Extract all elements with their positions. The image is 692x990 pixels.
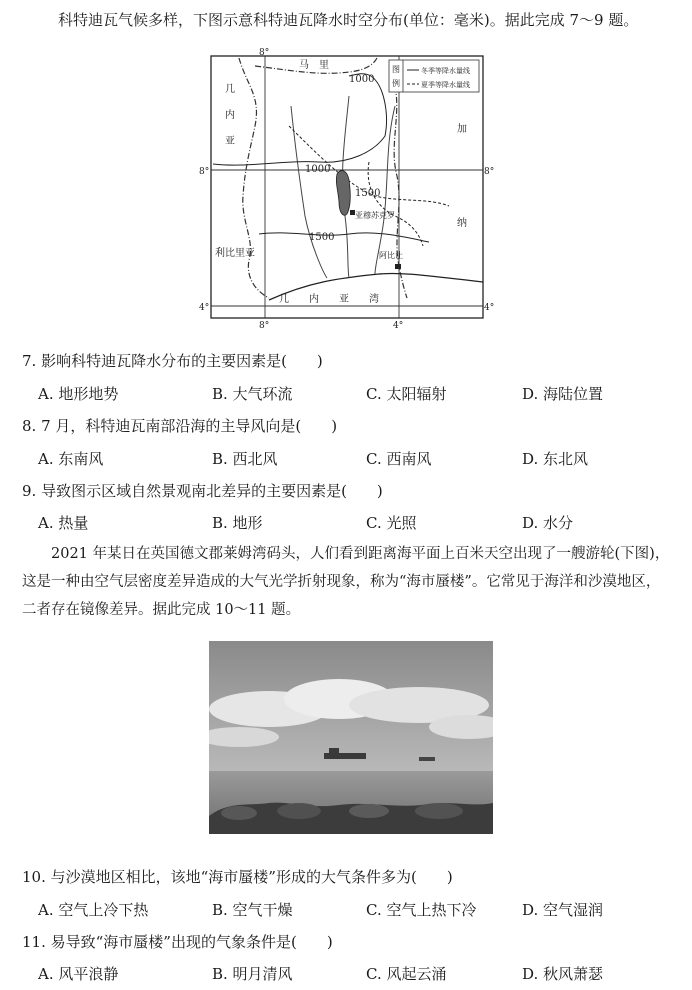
- q11-option-b[interactable]: B. 明月清风: [212, 965, 293, 983]
- map-city-yamoussoukro: 亚穆苏克罗: [355, 211, 395, 220]
- isoline-label-d: 1500: [309, 232, 335, 243]
- legend-summer: 夏季等降水量线: [421, 81, 470, 89]
- q9-option-c[interactable]: C. 光照: [366, 514, 417, 532]
- q10-option-c[interactable]: C. 空气上热下冷: [366, 901, 477, 919]
- q9-option-b[interactable]: B. 地形: [212, 514, 263, 532]
- intro-text-1: 科特迪瓦气候多样，下图示意科特迪瓦降水时空分布(单位：毫米)。据此完成 7～9 题。: [58, 11, 639, 29]
- map-label-mali: 马 里: [299, 60, 329, 71]
- legend-title-1: 图: [392, 65, 400, 74]
- q8-option-a[interactable]: A. 东南风: [38, 450, 104, 468]
- lon-bottom-8w: 8°: [259, 321, 270, 330]
- q7-option-d[interactable]: D. 海陆位置: [522, 385, 604, 403]
- legend-title-2: 例: [392, 79, 400, 88]
- lat-right-8n: 8°: [484, 167, 495, 177]
- q10-option-a[interactable]: A. 空气上冷下热: [38, 901, 149, 919]
- q11-option-d[interactable]: D. 秋风萧瑟: [522, 965, 604, 983]
- isoline-label-b: 1000: [305, 164, 331, 175]
- map-label-gulf: 几 内 亚 湾: [279, 294, 379, 305]
- q10-option-b[interactable]: B. 空气干燥: [212, 901, 293, 919]
- q11-option-a[interactable]: A. 风平浪静: [38, 965, 119, 983]
- precipitation-map: [199, 46, 496, 330]
- lat-left-4n: 4°: [199, 303, 210, 313]
- q11-option-c[interactable]: C. 风起云涌: [366, 965, 447, 983]
- map-city-abidjan: 阿比让: [379, 251, 403, 260]
- q7-stem: 7. 影响科特迪瓦降水分布的主要因素是( ): [22, 352, 323, 370]
- lat-top-8w: 8°: [259, 48, 270, 58]
- q7-option-b[interactable]: B. 大气环流: [212, 385, 293, 403]
- q9-stem: 9. 导致图示区域自然景观南北差异的主要因素是( ): [22, 482, 383, 500]
- lat-left-8n: 8°: [199, 167, 210, 177]
- q7-option-a[interactable]: A. 地形地势: [38, 385, 119, 403]
- map-label-ghana-1: 加: [457, 124, 467, 135]
- lat-right-4n: 4°: [484, 303, 495, 313]
- mirage-photo: [209, 641, 493, 834]
- isoline-label-c: 1500: [355, 188, 381, 199]
- q8-option-c[interactable]: C. 西南风: [366, 450, 432, 468]
- q7-option-c[interactable]: C. 太阳辐射: [366, 385, 447, 403]
- intro-text-2: 2021 年某日在英国德文郡莱姆湾码头，人们看到距离海平面上百米天空出现了一艘游轮(下图)，这是一种由空气层密度差异造成的大气光学折射现象，称为“海市蜃楼”。它常见于海洋和沙漠地区，二者存在镜像差异。据此完成 10～11 题。: [22, 546, 670, 618]
- q10-stem: 10. 与沙漠地区相比，该地“海市蜃楼”形成的大气条件多为( ): [22, 868, 453, 886]
- map-label-guinea-3: 亚: [225, 136, 235, 147]
- map-label-guinea-1: 几: [225, 84, 235, 95]
- q8-stem: 8. 7 月，科特迪瓦南部沿海的主导风向是( ): [22, 417, 338, 435]
- isoline-label-a: 1000: [349, 74, 375, 85]
- q9-option-d[interactable]: D. 水分: [522, 514, 574, 532]
- q10-option-d[interactable]: D. 空气湿润: [522, 901, 604, 919]
- map-label-ghana-2: 纳: [457, 218, 467, 229]
- lon-bottom-4w: 4°: [393, 321, 404, 330]
- q11-stem: 11. 易导致“海市蜃楼”出现的气象条件是( ): [22, 933, 333, 951]
- legend-winter: 冬季等降水量线: [421, 67, 470, 75]
- q9-option-a[interactable]: A. 热量: [38, 514, 89, 532]
- q8-option-d[interactable]: D. 东北风: [522, 450, 589, 468]
- map-label-liberia: 利比里亚: [215, 248, 255, 259]
- q8-option-b[interactable]: B. 西北风: [212, 450, 278, 468]
- map-label-guinea-2: 内: [225, 110, 235, 121]
